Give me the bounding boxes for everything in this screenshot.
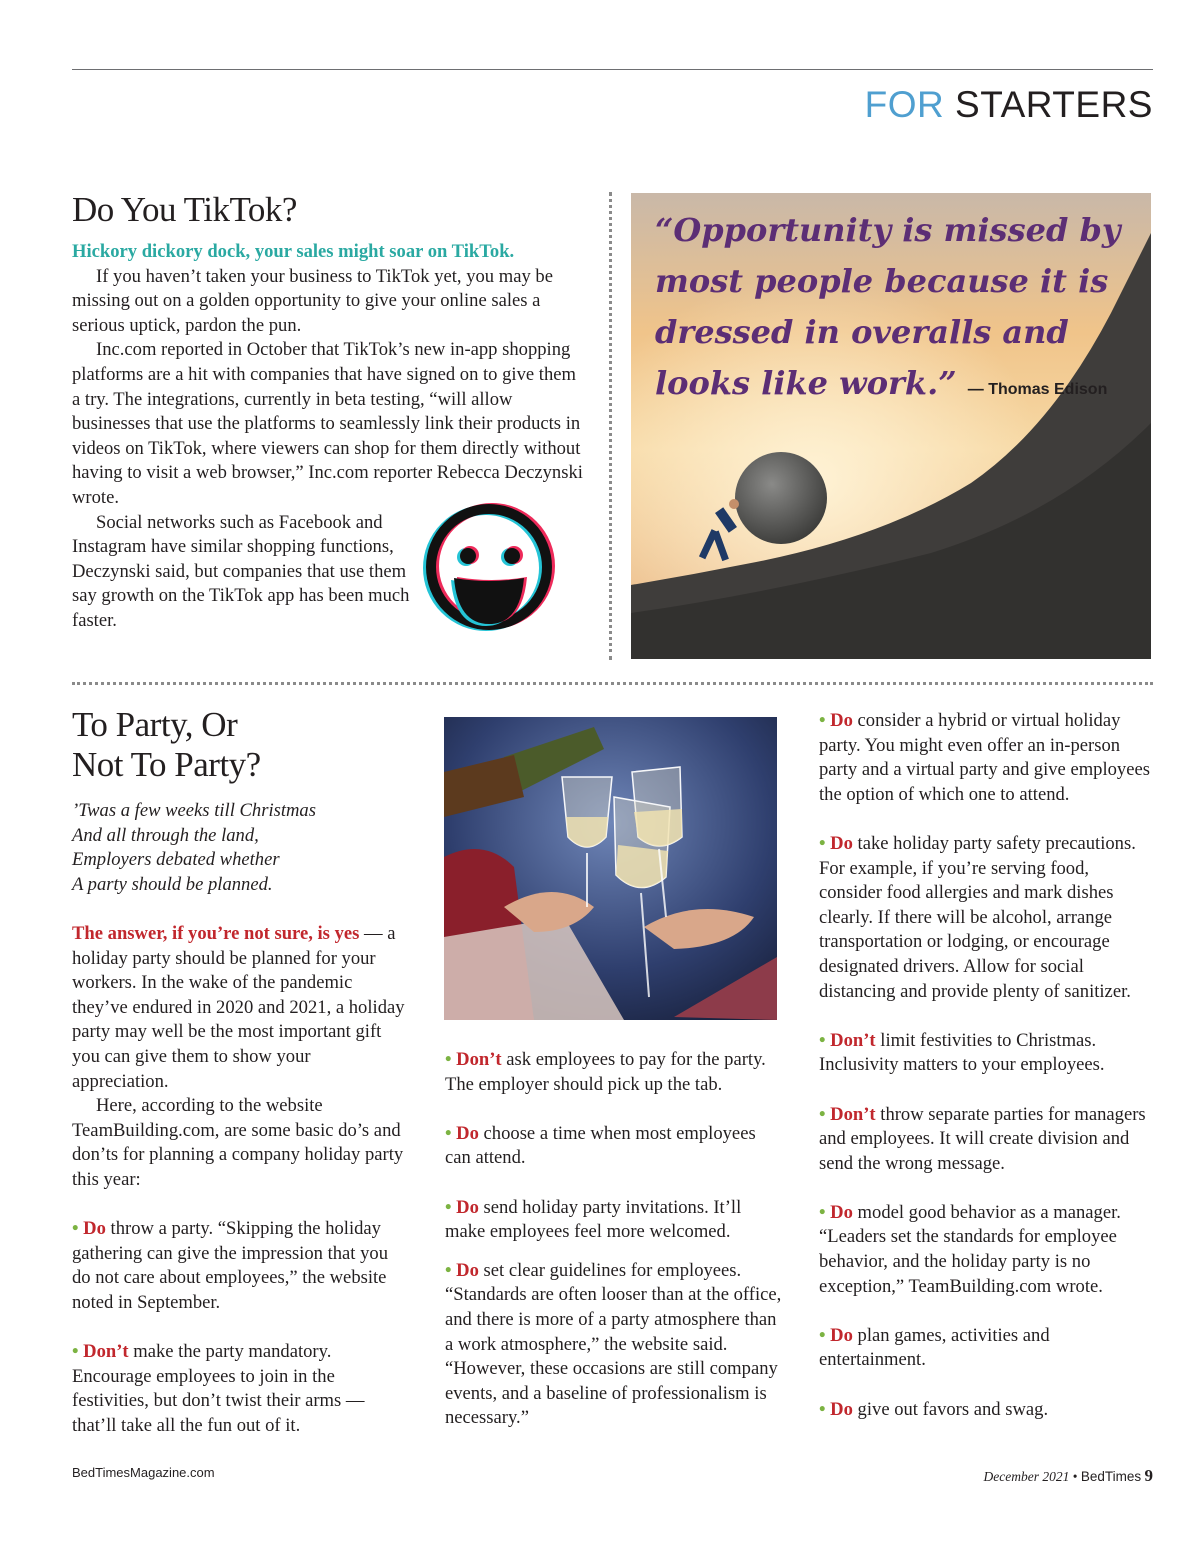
item-keyword: Do xyxy=(456,1259,479,1281)
item-text: plan games, activities and entertainment. xyxy=(819,1324,1050,1371)
item-keyword: Don’t xyxy=(456,1049,502,1070)
party-list-1 xyxy=(72,1217,408,1438)
top-rule xyxy=(72,69,1153,70)
item-keyword: Do xyxy=(830,832,853,854)
list-item xyxy=(819,1398,1153,1423)
party-title-line1: To Party, Or xyxy=(72,705,238,744)
party-answer-lead: The answer, if you’re not sure, is yes xyxy=(72,922,360,944)
item-keyword: Do xyxy=(830,1201,853,1223)
list-item xyxy=(445,1259,783,1431)
item-keyword: Do xyxy=(456,1196,479,1218)
list-item xyxy=(819,1201,1153,1299)
bullet-icon: • xyxy=(819,1398,826,1420)
poem-line: And all through the land, xyxy=(72,824,259,846)
party-answer-body: — a holiday party should be planned for your workers. In the wake of the pandemic they’ve endured in 2020 and 2021, a holiday party may well be the most important gift you can give them to show your appreciation. xyxy=(72,922,405,1092)
tiktok-lead: Hickory dickory dock, your sales might soar on TikTok. xyxy=(72,241,515,262)
item-keyword: Don’t xyxy=(830,1103,876,1125)
footer-folio xyxy=(984,1466,1154,1486)
quote-text: “Opportunity is missed by most people because it is dressed in overalls and looks like work.” xyxy=(655,211,1121,402)
list-item xyxy=(819,1029,1153,1078)
item-keyword: Do xyxy=(830,710,853,731)
section-tag xyxy=(865,84,1153,126)
footer-magazine: BedTimes xyxy=(1080,1469,1142,1484)
item-text: model good behavior as a manager. “Leaders set the standards for employee behavior, and the holiday party is no exception,” TeamBuilding.com wrote. xyxy=(819,1201,1121,1297)
bullet-icon: • xyxy=(819,1103,826,1125)
list-item xyxy=(819,832,1153,1004)
party-intro: Here, according to the website TeamBuilding.com, are some basic do’s and don’ts for planning a company holiday party this year: xyxy=(72,1095,404,1190)
item-text: throw separate parties for managers and employees. It will create division and send the wrong message. xyxy=(819,1103,1146,1174)
party-answer xyxy=(72,922,408,1094)
tiktok-title: Do You TikTok? xyxy=(72,190,297,229)
bullet-icon: • xyxy=(445,1122,452,1144)
party-column-2 xyxy=(445,1048,783,1431)
bullet-icon: • xyxy=(72,1341,79,1363)
list-item xyxy=(819,1103,1153,1177)
item-keyword: Do xyxy=(830,1324,853,1346)
tiktok-smiley-icon xyxy=(420,498,558,636)
bullet-icon: • xyxy=(819,832,826,854)
item-text: set clear guidelines for employees. “Standards are often looser than at the office, and there is more of a party atmosphere than a work atmosphere,” the website said. “However, these occasions are still company events, and a baseline of professionalism is necessary.” xyxy=(445,1259,782,1429)
edison-quote xyxy=(655,205,1145,415)
vertical-divider xyxy=(609,192,612,660)
party-column-1 xyxy=(72,705,408,1463)
list-item xyxy=(819,709,1153,807)
item-text: choose a time when most employees can attend. xyxy=(445,1122,756,1169)
list-item xyxy=(445,1122,783,1171)
poem-line: ’Twas a few weeks till Christmas xyxy=(72,800,316,821)
horizontal-divider xyxy=(72,682,1153,685)
footer-separator: • xyxy=(1072,1469,1078,1484)
tiktok-paragraph: If you haven’t taken your business to TikTok yet, you may be missing out on a golden opportunity to give your online sales a serious uptick, pardon the pun. xyxy=(72,265,553,336)
boulder-uphill-photo xyxy=(631,193,1151,659)
item-text: ask employees to pay for the party. The employer should pick up the tab. xyxy=(445,1049,766,1095)
wine-toast-photo xyxy=(444,717,777,1020)
list-item xyxy=(72,1217,408,1315)
poem-line: Employers debated whether xyxy=(72,849,280,871)
footer-site: BedTimesMagazine.com xyxy=(72,1465,215,1480)
item-text: give out favors and swag. xyxy=(852,1398,1049,1420)
section-tag-starters: STARTERS xyxy=(955,84,1153,125)
bullet-icon: • xyxy=(72,1218,79,1240)
quote-attribution: — Thomas Edison xyxy=(967,381,1108,398)
item-text: take holiday party safety precautions. For example, if you’re serving food, consider food allergies and mark dishes clearly. If there will be alcohol, arrange transportation or lodging, or encourage designated drivers. Allow for social distancing and provide plenty of sanitizer. xyxy=(819,832,1136,1002)
page-number: 9 xyxy=(1144,1466,1153,1485)
item-text: make the party mandatory. Encourage employees to join in the festivities, but don’t twist their arms — that’ll take all the fun out of it. xyxy=(72,1341,365,1436)
bullet-icon: • xyxy=(819,710,826,731)
list-item xyxy=(72,1340,408,1438)
poem-line: A party should be planned. xyxy=(72,873,273,895)
item-text: send holiday party invitations. It’ll make employees feel more welcomed. xyxy=(445,1196,742,1243)
item-text: throw a party. “Skipping the holiday gathering can give the impression that you do not care about employees,” the website noted in September. xyxy=(72,1218,389,1313)
footer-date: December 2021 xyxy=(983,1469,1070,1484)
item-text: limit festivities to Christmas. Inclusivity matters to your employees. xyxy=(819,1029,1105,1076)
list-item xyxy=(445,1048,783,1097)
item-keyword: Don’t xyxy=(83,1341,129,1363)
section-tag-for: FOR xyxy=(864,84,945,125)
party-column-3 xyxy=(819,709,1153,1422)
tiktok-paragraph: Inc.com reported in October that TikTok’s new in-app shopping platforms are a hit with companies that have signed on to give them a try. The integrations, currently in beta testing, “will allow businesses that use the platforms to seamlessly link their products in videos on TikTok, where viewers can shop for them directly without having to visit a web browser,” Inc.com reporter Rebecca Deczynski wrote. xyxy=(72,339,583,508)
party-title-line2: Not To Party? xyxy=(72,745,261,784)
bullet-icon: • xyxy=(445,1196,452,1218)
item-text: consider a hybrid or virtual holiday party. You might even offer an in-person party and a virtual party and give employees the option of which one to attend. xyxy=(819,710,1150,805)
item-keyword: Don’t xyxy=(830,1029,876,1051)
tiktok-paragraph: Social networks such as Facebook and Instagram have similar shopping functions, Deczynski said, but companies that use them say growth on the TikTok app has been much faster. xyxy=(72,511,410,631)
party-poem xyxy=(72,799,408,897)
bullet-icon: • xyxy=(445,1259,452,1281)
list-item xyxy=(819,1324,1153,1373)
bullet-icon: • xyxy=(819,1324,826,1346)
item-keyword: Do xyxy=(456,1122,479,1144)
item-keyword: Do xyxy=(830,1398,853,1420)
list-item xyxy=(445,1196,783,1245)
bullet-icon: • xyxy=(445,1049,452,1070)
bullet-icon: • xyxy=(819,1201,826,1223)
bullet-icon: • xyxy=(819,1029,826,1051)
item-keyword: Do xyxy=(83,1218,106,1240)
